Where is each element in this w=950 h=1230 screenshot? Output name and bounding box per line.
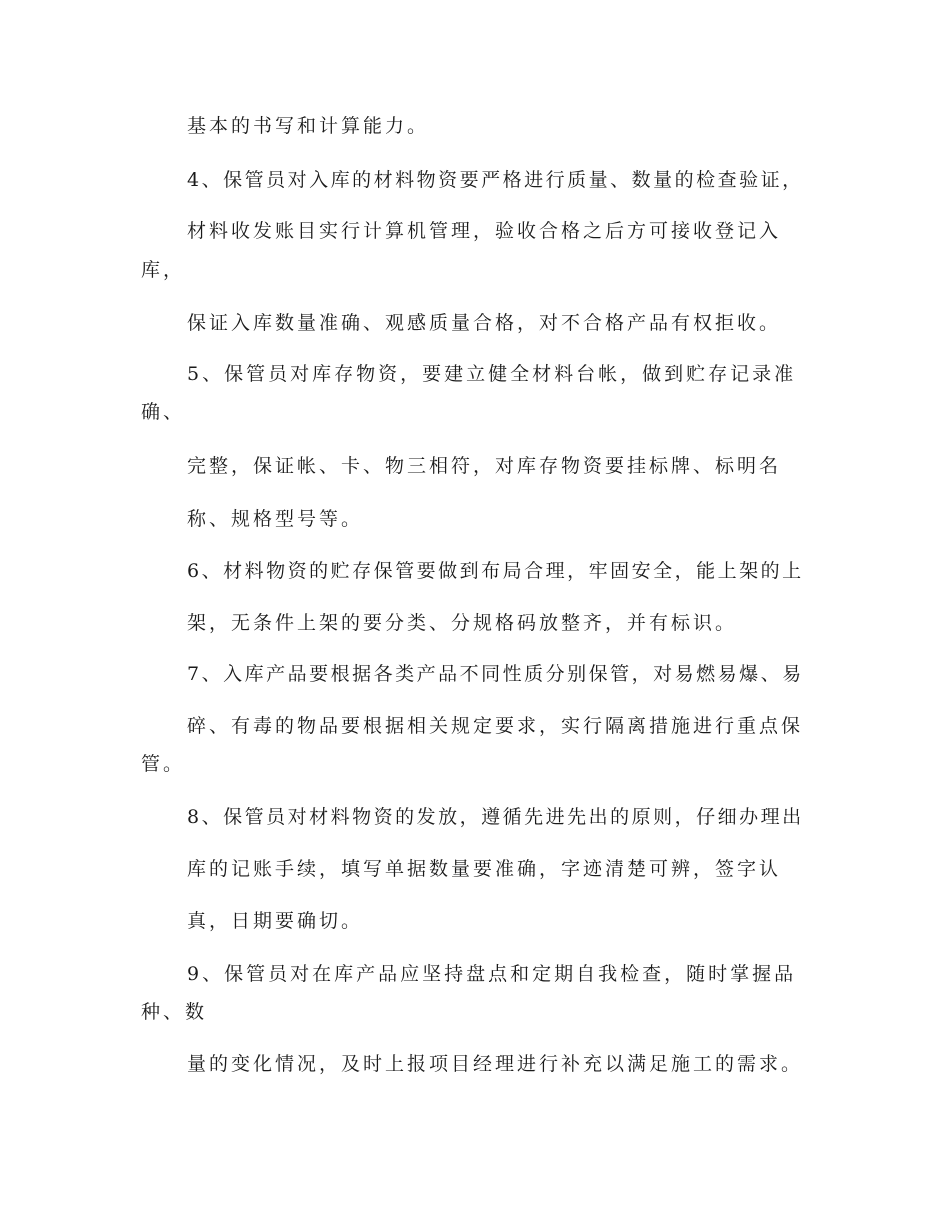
- text-line: 4、保管员对入库的材料物资要严格进行质量、数量的检查验证，: [187, 169, 804, 191]
- text-line: 量的变化情况，及时上报项目经理进行补充以满足施工的需求。: [187, 1053, 804, 1075]
- text-line: 材料收发账目实行计算机管理，验收合格之后方可接收登记入: [187, 220, 782, 242]
- text-line: 确、: [141, 401, 186, 423]
- text-line: 种、数: [141, 1001, 208, 1023]
- text-line: 8、保管员对材料物资的发放，遵循先进先出的原则，仔细办理出: [187, 806, 804, 828]
- text-line: 9、保管员对在库产品应坚持盘点和定期自我检查，随时掌握品: [187, 963, 797, 985]
- text-line: 真，日期要确切。: [187, 910, 364, 932]
- text-line: 完整，保证帐、卡、物三相符，对库存物资要挂标牌、标明名: [187, 455, 782, 477]
- text-line: 碎、有毒的物品要根据相关规定要求，实行隔离措施进行重点保: [187, 715, 804, 737]
- text-line: 架，无条件上架的要分类、分规格码放整齐，并有标识。: [187, 612, 738, 634]
- text-line: 基本的书写和计算能力。: [187, 115, 430, 137]
- text-line: 保证入库数量准确、观感质量合格，对不合格产品有权拒收。: [187, 312, 782, 334]
- text-line: 库的记账手续，填写单据数量要准确，字迹清楚可辨，签字认: [187, 858, 782, 880]
- text-line: 5、保管员对库存物资，要建立健全材料台帐，做到贮存记录准: [187, 363, 797, 385]
- text-line: 管。: [141, 753, 186, 775]
- text-line: 7、入库产品要根据各类产品不同性质分别保管，对易燃易爆、易: [187, 663, 804, 685]
- text-line: 称、规格型号等。: [187, 508, 364, 530]
- text-line: 6、材料物资的贮存保管要做到布局合理，牢固安全，能上架的上: [187, 560, 804, 582]
- text-line: 库，: [141, 259, 186, 281]
